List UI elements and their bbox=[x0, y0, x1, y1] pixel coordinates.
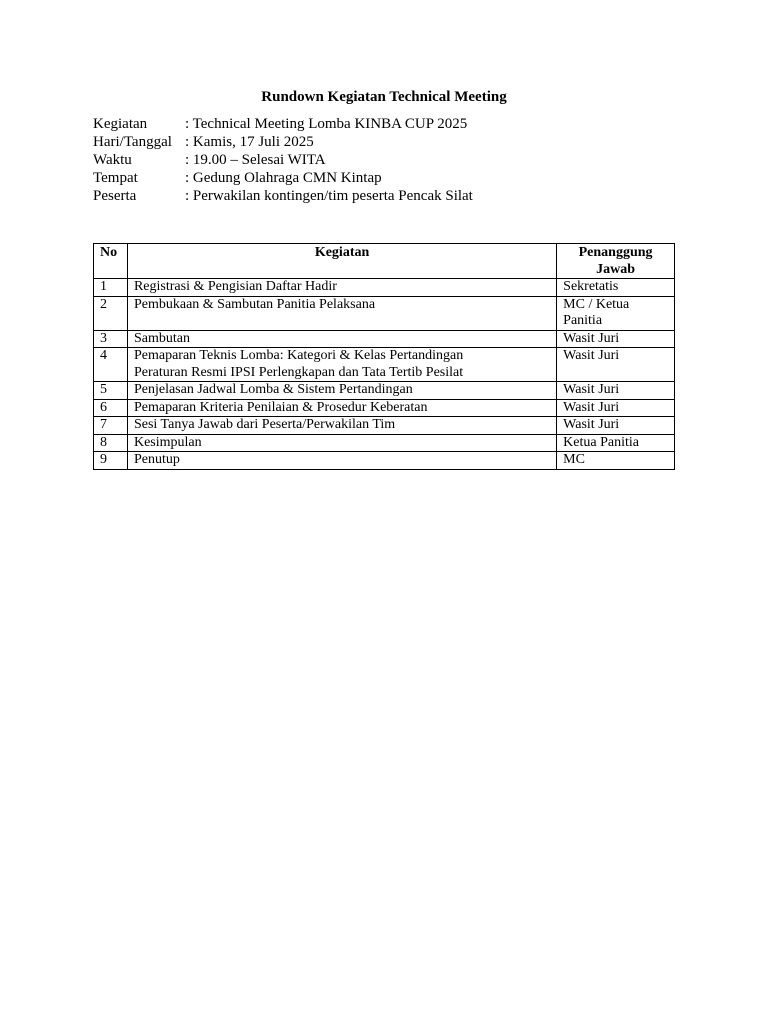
info-label: Waktu bbox=[93, 152, 132, 168]
cell-line: Sesi Tanya Jawab dari Peserta/Perwakilan Tim bbox=[133, 417, 396, 432]
info-label: Tempat bbox=[93, 170, 138, 186]
cell-pj bbox=[557, 296, 675, 330]
cell-pj bbox=[557, 330, 675, 348]
rundown-table bbox=[93, 243, 675, 470]
table-row bbox=[94, 330, 675, 348]
cell-no: 2 bbox=[94, 296, 128, 330]
cell-line: Panitia bbox=[563, 313, 603, 328]
cell-line: Pemaparan Kriteria Penilaian & Prosedur Keberatan bbox=[133, 399, 428, 415]
info-row-peserta bbox=[93, 187, 473, 205]
table-row bbox=[94, 279, 675, 297]
cell-line: Wasit Juri bbox=[563, 348, 620, 363]
info-row-waktu bbox=[93, 151, 473, 169]
cell-pj bbox=[557, 279, 675, 297]
table-header-row bbox=[94, 244, 675, 279]
cell-line: Pembukaan & Sambutan Panitia Pelaksana bbox=[133, 296, 376, 312]
info-row-kegiatan bbox=[93, 115, 473, 133]
cell-kegiatan bbox=[127, 399, 556, 417]
table-row bbox=[94, 434, 675, 452]
table-row bbox=[94, 348, 675, 382]
cell-line: Penjelasan Jadwal Lomba & Sistem Pertandingan bbox=[133, 382, 413, 397]
cell-line: Wasit Juri bbox=[563, 417, 620, 432]
table-row bbox=[94, 452, 675, 470]
info-label: Hari/Tanggal bbox=[93, 134, 172, 150]
header-penanggung-jawab bbox=[557, 244, 675, 279]
cell-kegiatan bbox=[127, 434, 556, 452]
info-value: : Technical Meeting Lomba KINBA CUP 2025 bbox=[185, 116, 468, 132]
cell-kegiatan bbox=[127, 330, 556, 348]
cell-line: Ketua Panitia bbox=[563, 434, 639, 450]
cell-no: 7 bbox=[94, 417, 128, 435]
cell-line: Penutup bbox=[133, 452, 180, 467]
event-info bbox=[93, 115, 473, 205]
cell-no: 4 bbox=[94, 348, 128, 382]
table-row bbox=[94, 382, 675, 400]
document-title: Rundown Kegiatan Technical Meeting bbox=[261, 89, 507, 105]
cell-kegiatan bbox=[127, 417, 556, 435]
table-row bbox=[94, 417, 675, 435]
table-row bbox=[94, 399, 675, 417]
cell-line: Wasit Juri bbox=[563, 330, 620, 346]
cell-kegiatan bbox=[127, 452, 556, 470]
cell-line: Wasit Juri bbox=[563, 382, 620, 397]
info-label: Kegiatan bbox=[93, 116, 148, 132]
cell-pj bbox=[557, 434, 675, 452]
cell-line: Kesimpulan bbox=[133, 434, 202, 450]
cell-line: Registrasi & Pengisian Daftar Hadir bbox=[133, 279, 337, 294]
cell-no: 9 bbox=[94, 452, 128, 470]
cell-no: 5 bbox=[94, 382, 128, 400]
cell-line: Sambutan bbox=[133, 330, 190, 346]
info-value: : Kamis, 17 Juli 2025 bbox=[185, 134, 314, 150]
info-row-hari-tanggal bbox=[93, 133, 473, 151]
cell-no: 8 bbox=[94, 434, 128, 452]
cell-line: MC / Ketua bbox=[563, 296, 630, 312]
cell-line: Peraturan Resmi IPSI Perlengkapan dan Tata Tertib Pesilat bbox=[133, 364, 464, 380]
cell-pj bbox=[557, 417, 675, 435]
cell-no: 3 bbox=[94, 330, 128, 348]
header-pj-line: Penanggung bbox=[578, 245, 653, 260]
cell-line: MC bbox=[563, 452, 585, 467]
info-row-tempat bbox=[93, 169, 473, 187]
table-row bbox=[94, 296, 675, 330]
cell-pj bbox=[557, 399, 675, 417]
info-value: : Gedung Olahraga CMN Kintap bbox=[185, 170, 382, 186]
cell-kegiatan bbox=[127, 296, 556, 330]
info-value: : Perwakilan kontingen/tim peserta Pencak Silat bbox=[185, 188, 473, 204]
header-kegiatan: Kegiatan bbox=[127, 244, 556, 279]
cell-pj bbox=[557, 452, 675, 470]
cell-pj bbox=[557, 348, 675, 382]
cell-line: Pemaparan Teknis Lomba: Kategori & Kelas Pertandingan bbox=[133, 348, 464, 363]
cell-line: Sekretatis bbox=[563, 279, 619, 294]
cell-line: Wasit Juri bbox=[563, 399, 620, 415]
cell-kegiatan bbox=[127, 382, 556, 400]
header-pj-line: Jawab bbox=[596, 261, 636, 277]
cell-pj bbox=[557, 382, 675, 400]
cell-no: 1 bbox=[94, 279, 128, 297]
cell-no: 6 bbox=[94, 399, 128, 417]
info-value: : 19.00 – Selesai WITA bbox=[185, 152, 326, 168]
cell-kegiatan bbox=[127, 348, 556, 382]
info-label: Peserta bbox=[93, 188, 137, 204]
header-no: No bbox=[94, 244, 128, 279]
cell-kegiatan bbox=[127, 279, 556, 297]
